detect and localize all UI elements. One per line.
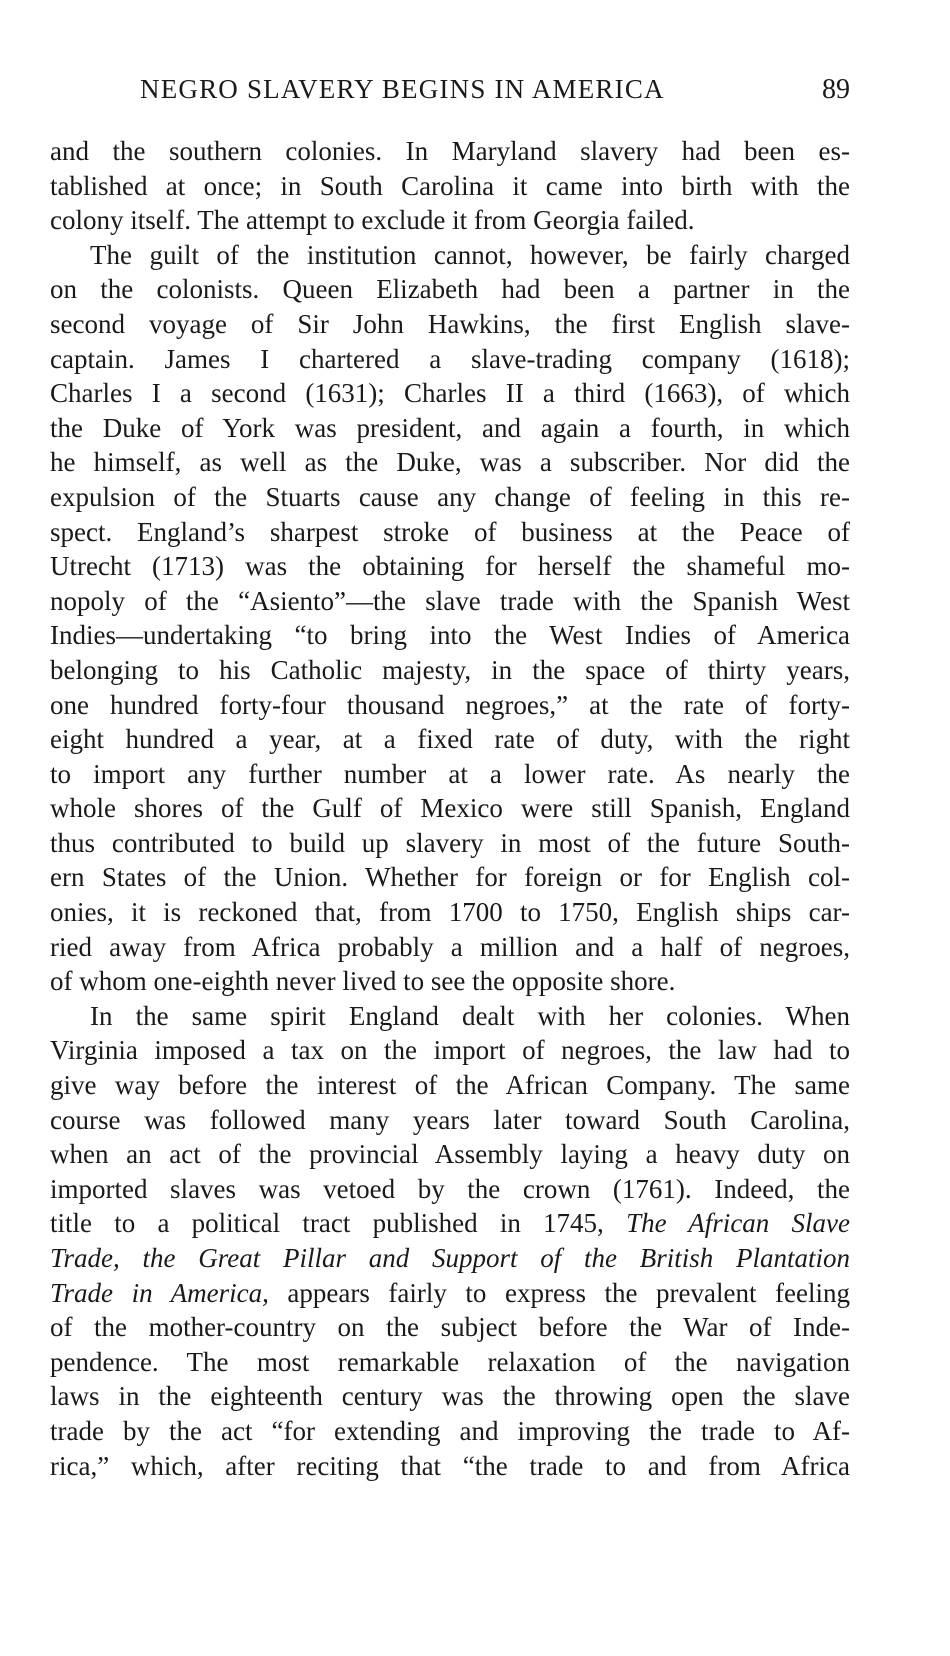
text-line: of whom one-eighth never lived to see the opposite shore.: [50, 966, 676, 997]
paragraph-2: [50, 238, 850, 999]
tract-title-part-3: Trade in America,: [50, 1277, 269, 1308]
text-line: when an act of the provincial Assembly laying a heavy duty on: [50, 1139, 850, 1170]
text-line: ern States of the Union. Whether for foreign or for English col-: [50, 862, 850, 893]
text-line: rica,” which, after reciting that “the trade to and from Africa: [50, 1450, 850, 1481]
text-line: The guilt of the institution cannot, however, be fairly charged: [90, 239, 850, 270]
text-line: trade by the act “for extending and improving the trade to Af-: [50, 1415, 850, 1446]
text-line: captain. James I chartered a slave-trading company (1618);: [50, 343, 850, 374]
text-line: give way before the interest of the African Company. The same: [50, 1070, 850, 1101]
running-title: NEGRO SLAVERY BEGINS IN AMERICA: [140, 74, 665, 104]
text-line: spect. England’s sharpest stroke of business at the Peace of: [50, 516, 850, 547]
text-line: expulsion of the Stuarts cause any change of feeling in this re-: [50, 481, 850, 512]
tract-title-part-2: Trade, the Great Pillar and Support of the British Plantation: [50, 1243, 850, 1273]
text-line: Utrecht (1713) was the obtaining for herself the shameful mo-: [50, 551, 850, 582]
text-line: the Duke of York was president, and again a fourth, in which: [50, 412, 850, 443]
text-line: course was followed many years later toward South Carolina,: [50, 1104, 850, 1135]
text-line: Indies—undertaking “to bring into the West Indies of America: [50, 620, 850, 651]
text-line: he himself, as well as the Duke, was a subscriber. Nor did the: [50, 447, 850, 478]
paragraph-3: [50, 999, 850, 1483]
text-line: to import any further number at a lower rate. As nearly the: [50, 758, 850, 789]
text-segment: appears fairly to express the prevalent feeling: [268, 1277, 850, 1308]
text-line: Charles I a second (1631); Charles II a third (1663), of which: [50, 378, 850, 409]
text-line: belonging to his Catholic majesty, in the space of thirty years,: [50, 654, 850, 685]
text-line: colony itself. The attempt to exclude it from Georgia failed.: [50, 205, 695, 236]
text-line: nopoly of the “Asiento”—the slave trade with the Spanish West: [50, 585, 850, 616]
body-text: [50, 134, 850, 1483]
book-page: [50, 0, 850, 1483]
text-line: second voyage of Sir John Hawkins, the first English slave-: [50, 308, 850, 339]
text-line: [50, 1206, 850, 1241]
text-line: In the same spirit England dealt with her colonies. When: [90, 1000, 850, 1031]
text-line: eight hundred a year, at a fixed rate of duty, with the right: [50, 724, 850, 755]
text-line: on the colonists. Queen Elizabeth had been a partner in the: [50, 274, 850, 305]
text-line: Virginia imposed a tax on the import of negroes, the law had to: [50, 1035, 850, 1066]
text-line: onies, it is reckoned that, from 1700 to 1750, English ships car-: [50, 897, 850, 928]
text-line: thus contributed to build up slavery in most of the future South-: [50, 827, 850, 858]
text-line: of the mother-country on the subject before the War of Inde-: [50, 1312, 850, 1343]
text-line: laws in the eighteenth century was the throwing open the slave: [50, 1381, 850, 1412]
text-line: [50, 1276, 850, 1311]
page-number: 89: [822, 74, 850, 105]
running-head: [50, 58, 850, 118]
paragraph-1: [50, 134, 850, 238]
text-line: tablished at once; in South Carolina it came into birth with the: [50, 170, 850, 201]
text-line: whole shores of the Gulf of Mexico were still Spanish, England: [50, 793, 850, 824]
text-line: and the southern colonies. In Maryland slavery had been es-: [50, 136, 850, 166]
text-line: one hundred forty-four thousand negroes,” at the rate of forty-: [50, 689, 850, 720]
text-line: pendence. The most remarkable relaxation of the navigation: [50, 1346, 850, 1377]
tract-title-part-1: The African Slave: [626, 1208, 851, 1239]
text-line: imported slaves was vetoed by the crown (1761). Indeed, the: [50, 1173, 850, 1204]
text-line: ried away from Africa probably a million and a half of negroes,: [50, 931, 850, 962]
text-segment: title to a political tract published in 1745,: [50, 1208, 604, 1239]
